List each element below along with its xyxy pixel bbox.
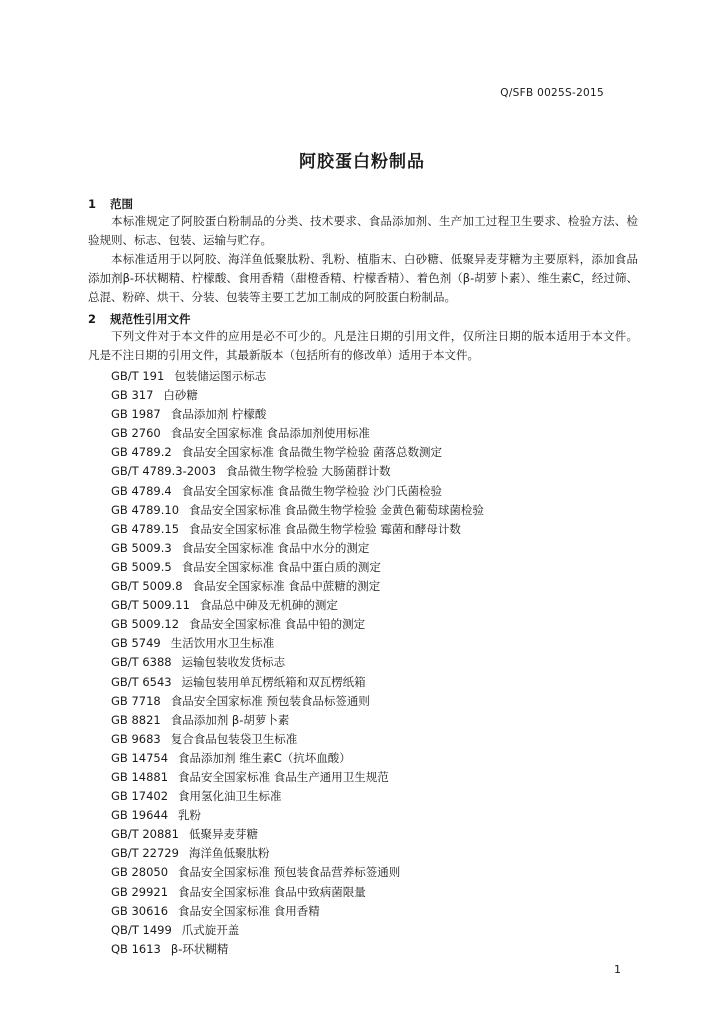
standard-code: Q/SFB 0025S-2015: [500, 87, 604, 99]
reference-item: GB/T 4789.3-2003 食品微生物学检验 大肠菌群计数: [111, 464, 391, 479]
reference-item: GB/T 191 包装储运图示标志: [111, 369, 267, 383]
section-heading-normative-references: [88, 311, 191, 327]
reference-item: GB 4789.10 食品安全国家标准 食品微生物学检验 金黄色葡萄球菌检验: [111, 502, 484, 517]
section-heading-scope: [88, 196, 133, 212]
scope-paragraph-1: 本标准规定了阿胶蛋白粉制品的分类、技术要求、食品添加剂、生产加工过程卫生要求、检验方法、检验规则、标志、包装、运输与贮存。: [88, 214, 638, 247]
reference-item: GB/T 5009.8 食品安全国家标准 食品中蔗糖的测定: [111, 579, 381, 594]
reference-item: QB/T 1499 爪式旋开盖: [111, 922, 240, 937]
reference-item: GB 14881 食品安全国家标准 食品生产通用卫生规范: [111, 769, 389, 784]
reference-item: GB 5009.12 食品安全国家标准 食品中铅的测定: [111, 617, 366, 632]
reference-item: GB 317 白砂糖: [111, 388, 198, 403]
reference-item: QB 1613 β-环状糊精: [111, 941, 229, 956]
references-intro-paragraph: 下列文件对于本文件的应用是必不可少的。凡是注日期的引用文件，仅所注日期的版本适用于本文件。凡是不注日期的引用文件，其最新版本（包括所有的修改单）适用于本文件。: [88, 329, 638, 362]
reference-item: GB 2760 食品安全国家标准 食品添加剂使用标准: [111, 426, 370, 441]
reference-item: GB 14754 食品添加剂 维生素C（抗坏血酸）: [111, 750, 351, 765]
reference-list: [111, 367, 484, 959]
reference-item: GB 17402 食用氢化油卫生标准: [111, 789, 282, 804]
reference-item: GB/T 6543 运输包装用单瓦楞纸箱和双瓦楞纸箱: [111, 674, 366, 689]
section-title: 范围: [110, 197, 134, 211]
reference-item: GB 28050 食品安全国家标准 预包装食品营养标签通则: [111, 865, 401, 880]
reference-item: GB 4789.4 食品安全国家标准 食品微生物学检验 沙门氏菌检验: [111, 483, 443, 498]
reference-item: GB 4789.2 食品安全国家标准 食品微生物学检验 菌落总数测定: [111, 445, 443, 460]
section-title: 规范性引用文件: [110, 312, 191, 326]
reference-item: GB 5009.3 食品安全国家标准 食品中水分的测定: [111, 540, 370, 555]
scope-paragraph-2: 本标准适用于以阿胶、海洋鱼低聚肽粉、乳粉、植脂末、白砂糖、低聚异麦芽糖为主要原料，添加食品添加剂β-环状糊精、柠檬酸、食用香精（甜橙香精、柠檬香精）、着色剂（β-胡萝卜素）、维生素C，经过筛、总混、粉碎、烘干、分装、包装等主要工艺加工制成的阿胶蛋白粉制品。: [88, 252, 638, 304]
section-number: 2: [88, 312, 97, 326]
reference-item: GB 4789.15 食品安全国家标准 食品微生物学检验 霉菌和酵母计数: [111, 521, 461, 536]
section-number: 1: [88, 197, 97, 211]
reference-item: GB 8821 食品添加剂 β-胡萝卜素: [111, 712, 290, 727]
page-number: 1: [614, 963, 621, 976]
document-title: 阿胶蛋白粉制品: [299, 152, 425, 172]
reference-item: GB 5749 生活饮用水卫生标准: [111, 636, 275, 651]
reference-item: GB/T 20881 低聚异麦芽糖: [111, 827, 258, 842]
reference-item: GB 30616 食品安全国家标准 食用香精: [111, 903, 320, 918]
reference-item: GB/T 6388 运输包装收发货标志: [111, 655, 286, 670]
reference-item: GB/T 5009.11 食品总中砷及无机砷的测定: [111, 598, 338, 613]
reference-item: GB 9683 复合食品包装袋卫生标准: [111, 731, 298, 746]
reference-item: GB 5009.5 食品安全国家标准 食品中蛋白质的测定: [111, 559, 381, 574]
reference-item: GB 1987 食品添加剂 柠檬酸: [111, 407, 267, 422]
reference-item: GB 7718 食品安全国家标准 预包装食品标签通则: [111, 693, 370, 708]
reference-item: GB 19644 乳粉: [111, 808, 202, 823]
reference-item: GB/T 22729 海洋鱼低聚肽粉: [111, 846, 270, 861]
reference-item: GB 29921 食品安全国家标准 食品中致病菌限量: [111, 884, 366, 899]
